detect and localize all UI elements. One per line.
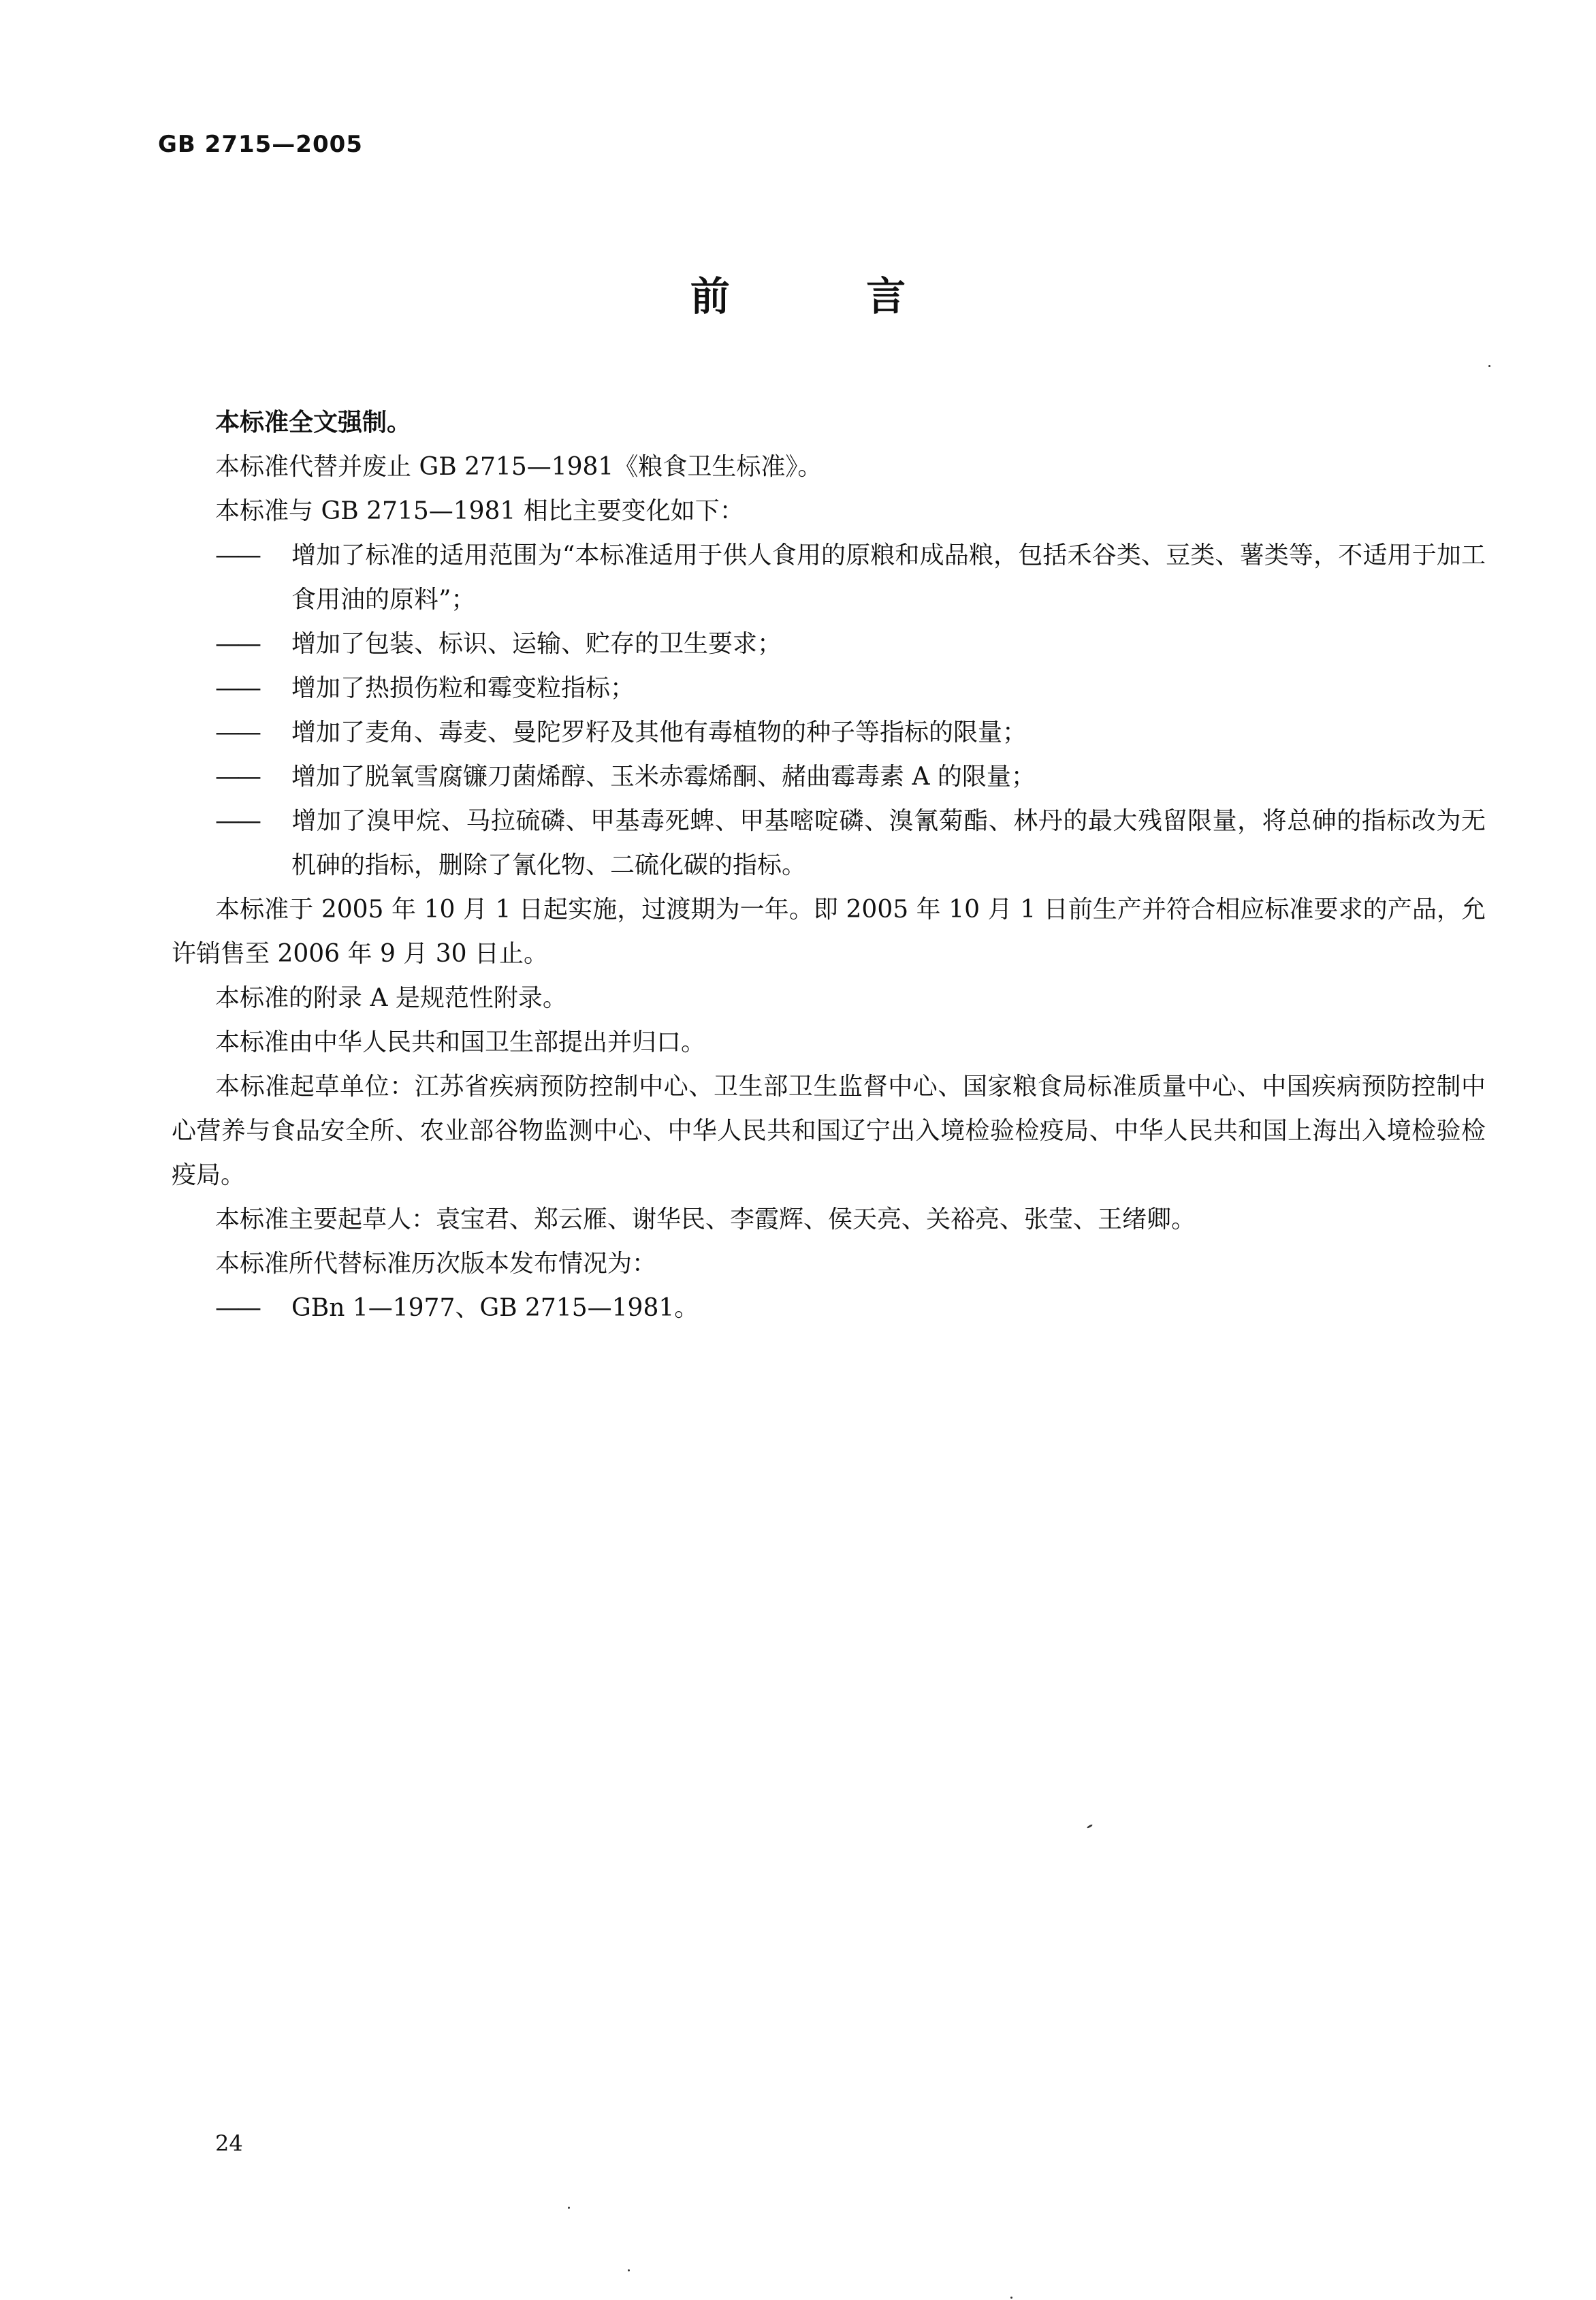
paragraph-appendix: 本标准的附录 A 是规范性附录。 — [215, 984, 567, 1012]
scan-speck — [1488, 365, 1490, 367]
scan-speck — [628, 2269, 630, 2271]
change-item-text: 增加了麦角、毒麦、曼陀罗籽及其他有毒植物的种子等指标的限量； — [291, 719, 1027, 746]
paragraph-drafters: 本标准主要起草人：袁宝君、郑云雁、谢华民、李霞辉、侯天亮、关裕亮、张莹、王绪卿。 — [215, 1206, 1196, 1233]
paragraph-changes-intro: 本标准与 GB 2715—1981 相比主要变化如下： — [215, 497, 744, 525]
paragraph-history-intro: 本标准所代替标准历次版本发布情况为： — [215, 1250, 657, 1278]
dash-mark: —— — [215, 719, 259, 746]
change-item — [215, 533, 1486, 622]
dash-mark: —— — [215, 541, 259, 569]
change-item-text: 增加了包装、标识、运输、贮存的卫生要求； — [291, 630, 782, 658]
change-item — [215, 710, 1486, 755]
scan-speck — [1087, 1824, 1093, 1829]
change-item — [215, 666, 1486, 710]
dash-mark: —— — [215, 630, 259, 658]
history-item-text: GBn 1—1977、GB 2715—1981。 — [291, 1294, 699, 1322]
change-item — [215, 799, 1486, 887]
change-item — [215, 755, 1486, 799]
document-code: GB 2715—2005 — [158, 131, 363, 158]
dash-mark: —— — [215, 763, 259, 791]
page-title: 前 言 — [690, 273, 968, 319]
page-number: 24 — [215, 2130, 243, 2156]
foreword-body — [172, 400, 1486, 1330]
change-item — [215, 622, 1486, 666]
paragraph-replaces: 本标准代替并废止 GB 2715—1981《粮食卫生标准》。 — [215, 453, 823, 481]
change-item-text: 增加了热损伤粒和霉变粒指标； — [291, 674, 635, 702]
paragraph-drafting-units: 本标准起草单位：江苏省疾病预防控制中心、卫生部卫生监督中心、国家粮食局标准质量中心、中国疾病预防控制中心营养与食品安全所、农业部谷物监测中心、中华人民共和国辽宁出入境检验检疫局、中华人民共和国上海出入境检验检疫局。 — [172, 1073, 1486, 1189]
history-item — [215, 1286, 1486, 1330]
paragraph-mandatory: 本标准全文强制。 — [215, 409, 412, 437]
change-item-text: 增加了标准的适用范围为“本标准适用于供人食用的原粮和成品粮，包括禾谷类、豆类、薯类等，不适用于加工食用油的原料”； — [291, 541, 1486, 614]
scan-speck — [1010, 2297, 1012, 2299]
change-item-text: 增加了脱氧雪腐镰刀菌烯醇、玉米赤霉烯酮、赭曲霉毒素 A 的限量； — [291, 763, 1036, 791]
scan-speck — [568, 2207, 570, 2209]
paragraph-proposer: 本标准由中华人民共和国卫生部提出并归口。 — [215, 1028, 706, 1056]
dash-mark: —— — [215, 674, 259, 702]
change-item-text: 增加了溴甲烷、马拉硫磷、甲基毒死蜱、甲基嘧啶磷、溴氰菊酯、林丹的最大残留限量，将总砷的指标改为无机砷的指标，删除了氰化物、二硫化碳的指标。 — [291, 807, 1486, 879]
dash-mark: —— — [215, 807, 259, 835]
dash-mark: —— — [215, 1294, 259, 1322]
paragraph-effective-date: 本标准于 2005 年 10 月 1 日起实施，过渡期为一年。即 2005 年 10 月 1 日前生产并符合相应标准要求的产品，允许销售至 2006 年 9 月 30 日止。 — [172, 896, 1486, 968]
